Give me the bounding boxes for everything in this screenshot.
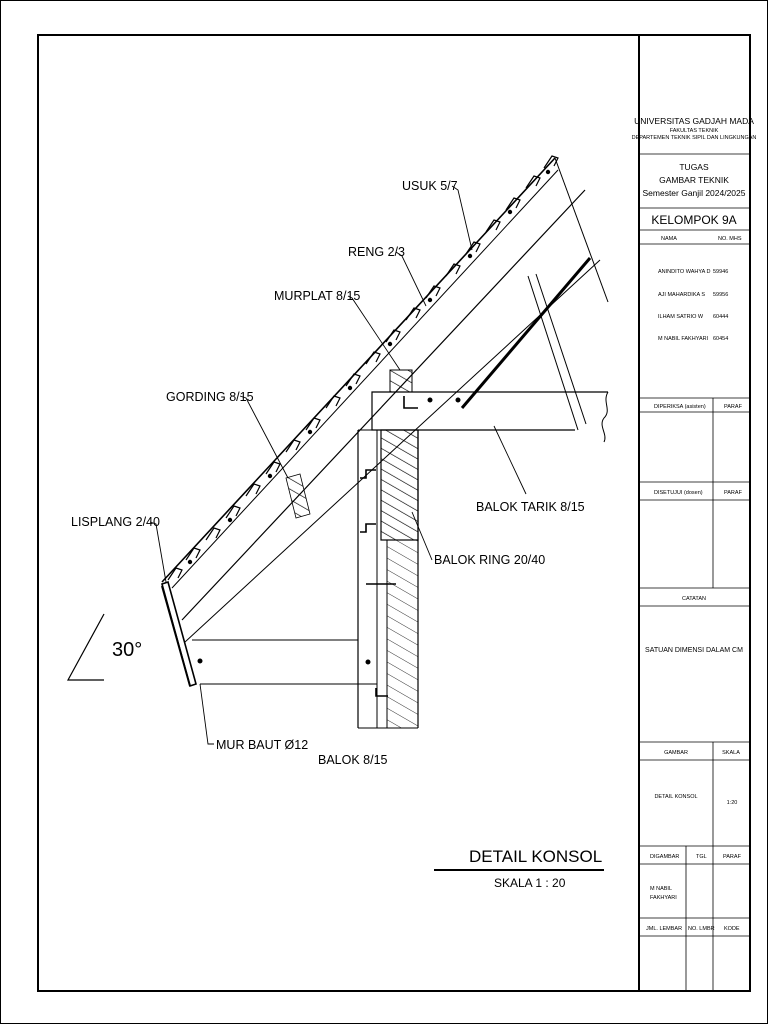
tb-drawer-1: M NABIL — [650, 886, 673, 892]
tb-drawer-2: FAKHYARI — [650, 895, 677, 901]
tb-notes-header: CATATAN — [681, 596, 707, 602]
tb-code: KODE — [724, 926, 740, 932]
tb-faculty: FAKULTAS TEKNIK — [669, 128, 719, 134]
tb-member-no: 60454 — [713, 336, 729, 342]
tb-approved-by: DISETUJUI (dosen) — [654, 490, 703, 496]
drawing-scale: SKALA 1 : 20 — [494, 876, 566, 890]
tb-member-name: AJI MAHARDIKA S — [658, 292, 706, 298]
label-angle: 30° — [112, 639, 143, 661]
column-hatch — [387, 540, 418, 728]
tb-member-no: 60444 — [713, 314, 729, 320]
tb-notes-text: SATUAN DIMENSI DALAM CM — [645, 647, 743, 654]
label-lisplang: LISPLANG 2/40 — [71, 515, 160, 529]
tb-col-no: NO. MHS — [718, 236, 742, 242]
balok-tarik-beam — [372, 392, 608, 430]
drawing-labels — [71, 179, 602, 890]
gording — [286, 474, 310, 518]
label-balok-ring: BALOK RING 20/40 — [434, 553, 546, 567]
tb-university: UNIVERSITAS GADJAH MADA — [634, 116, 754, 126]
tb-member-name: M NABIL FAKHYARI — [658, 336, 709, 342]
tb-paraf: PARAF — [724, 404, 742, 410]
tb-sheet-no: NO. LMBR — [688, 926, 715, 932]
tb-drawing-header: GAMBAR — [664, 750, 688, 756]
tb-task-2: GAMBAR TEKNIK — [659, 175, 729, 185]
roof-tiles — [168, 156, 558, 580]
tb-drawing-scale: 1:20 — [726, 800, 738, 806]
leader-lines — [150, 186, 526, 744]
tb-group: KELOMPOK 9A — [651, 213, 737, 227]
murplat — [390, 370, 412, 392]
tb-task-1: TUGAS — [679, 162, 709, 172]
strut — [462, 258, 590, 408]
tb-date: TGL — [696, 854, 707, 860]
lisplang — [162, 582, 196, 686]
tb-drawn-by: DIGAMBAR — [650, 854, 680, 860]
tb-paraf: PARAF — [723, 854, 741, 860]
tb-member-no: 59956 — [713, 292, 729, 298]
tb-col-name: NAMA — [661, 236, 677, 242]
balok-ring — [381, 430, 418, 540]
angle-indicator — [68, 614, 104, 680]
tb-drawing-name: DETAIL KONSOL — [654, 794, 698, 800]
label-gording: GORDING 8/15 — [166, 390, 254, 404]
tb-checked-by: DIPERIKSA (asisten) — [654, 404, 706, 410]
label-murplat: MURPLAT 8/15 — [274, 289, 361, 303]
title-block-text — [632, 116, 757, 932]
tb-department: DEPARTEMEN TEKNIK SIPIL DAN LINGKUNGAN — [631, 135, 757, 141]
tb-paraf: PARAF — [724, 490, 742, 496]
label-balok-tarik: BALOK TARIK 8/15 — [476, 500, 585, 514]
title-block — [639, 154, 750, 991]
tb-task-3: Semester Ganjil 2024/2025 — [642, 188, 746, 198]
tb-member-name: ILHAM SATRIO W — [658, 314, 704, 320]
tb-scale-header: SKALA — [722, 750, 740, 756]
drawing-title: DETAIL KONSOL — [469, 847, 603, 866]
label-balok: BALOK 8/15 — [318, 753, 388, 767]
tb-member-no: 59946 — [713, 269, 729, 275]
tb-member-name: ANINDITO WAHYA D — [658, 269, 711, 275]
label-reng: RENG 2/3 — [348, 245, 405, 259]
label-mur-baut: MUR BAUT Ø12 — [216, 738, 309, 752]
label-usuk: USUK 5/7 — [402, 179, 458, 193]
tb-sheet-count: JML. LEMBAR — [646, 926, 683, 932]
